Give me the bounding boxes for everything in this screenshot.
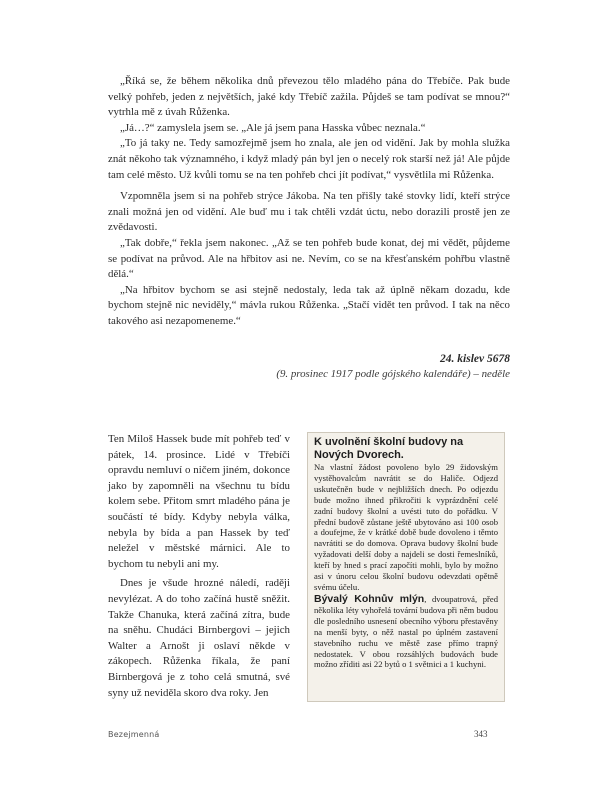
paragraph: „To já taky ne. Tedy samozřejmě jsem ho znala, ale jen od vidění. Jak by mohla služka znát někoho tak významného, i když mladý pán byl jen o necelý rok starší než já! Ale půjde tam celé město. Už kvůli tomu se na ten pohřeb chci jít podívat,“ vysvětlila mi Růženka. bbox=[108, 137, 510, 181]
paragraph: „Říká se, že během několika dnů převezou tělo mladého pána do Třebíče. Pak bude velký pohřeb, jeden z největších, jaké kdy Třebíč zažila. Půjdeš se tam podívat se mnou?“ vytrhla mě z úvah Růženka. bbox=[108, 75, 510, 119]
gregorian-date: (9. prosinec 1917 podle gójského kalendáře) – neděle bbox=[276, 368, 510, 380]
diary-date-heading bbox=[276, 351, 510, 382]
clipping-headline: K uvolnění školní budovy na Nových Dvorech. bbox=[314, 436, 464, 461]
clipping-second-article bbox=[314, 593, 498, 670]
diary-entry-text bbox=[108, 432, 290, 701]
clipping-body: Na vlastní žádost povoleno bylo 29 židovským vystěhovalcům navrátit se do Haliče. Odjezd uskutečněn bude v nejbližších dnech. Po odjezdu bude možno ihned přikročiti k vyprázdnění celé zadní budovy školní a uvésti tuto do pořádku. V přední budově zůstane ještě ubytováno asi 100 osob a doufejme, že v krátké době bude dovoleno i těmto navrátiti se do domova. Oprava budovy školní bude vyžadovati delší doby a najdeli se dosti řemeslníků, kteří by hned s prací započíti mohli, bylo by možno asi v únoru celou školní budovu odevzdati opětně svému účelu. bbox=[314, 462, 498, 592]
paragraph: „Já…?“ zamyslela jsem se. „Ale já jsem pana Hasska vůbec neznala.“ bbox=[120, 121, 426, 134]
paragraph: „Na hřbitov bychom se asi stejně nedostaly, leda tak až úplně někam dozadu, kde bychom stejně nic neviděly,“ mávla rukou Růženka. „Stačí vidět ten průvod. I tak na něco takového asi nezapomeneme.“ bbox=[108, 283, 510, 327]
paragraph: Vzpomněla jsem si na pohřeb strýce Jákoba. Na ten přišly také stovky lidí, kteří strýce znali možná jen od vidění. Ale buď mu i tak chtěli vzdát úctu, nebo dorazili prostě jen ze zvědavosti. bbox=[108, 190, 510, 234]
paragraph: Dnes je všude hrozné náledí, raději nevylézat. A do toho začíná hustě sněžit. Takže Chanuka, která začíná zítra, bude na sněhu. Chudáci Birnbergovi – jejich Walter a Arnošt ji oslaví někde v zákopech. Růženka říkala, že paní Birnbergová je z toho celá smutná, své syny už neviděla skoro dva roky. Jen bbox=[108, 577, 290, 699]
page-number: 343 bbox=[474, 729, 488, 739]
paragraph: „Tak dobře,“ řekla jsem nakonec. „Až se ten pohřeb bude konat, dej mi vědět, půjdeme se podívat na průvod. Ale na hřbitov asi ne. Nevím, co se na křesťanském pohřbu vlastně dělá.“ bbox=[108, 236, 510, 281]
clipping-headline-2: Bývalý Kohnův mlýn bbox=[314, 592, 425, 605]
running-footer-title: Bezejmenná bbox=[108, 730, 160, 739]
paragraph: Ten Miloš Hassek bude mít pohřeb teď v pátek, 14. prosince. Lidé v Třebíči opravdu nemluví o ničem jiném, dokonce jako by zapomněli na všechnu tu bídu kolem sebe. Přitom smrt mladého pána je součástí té bídy. Kdyby nebyla válka, nebyla by bída a pan Hassek by teď neležel v městské márnici. Ale to bychom tu nebyli ani my. bbox=[108, 433, 290, 570]
clipping-body-2: , dvoupatrová, před několika léty vyhořelá tovární budova při něm budou dle posledního usnesení obecního výboru přestavěny na menší byty, o něž nastal po úplném zastavení stavebního ruchu ve městě zase přímo trapný nedostatek. V obou rozsáhlých budovách bude možno zříditi asi 22 bytů o 1 světnici a 1 kuchyni. bbox=[314, 593, 498, 670]
main-text-block bbox=[108, 74, 510, 330]
jewish-date: 24. kislev 5678 bbox=[440, 353, 510, 365]
newspaper-clipping bbox=[307, 432, 505, 702]
